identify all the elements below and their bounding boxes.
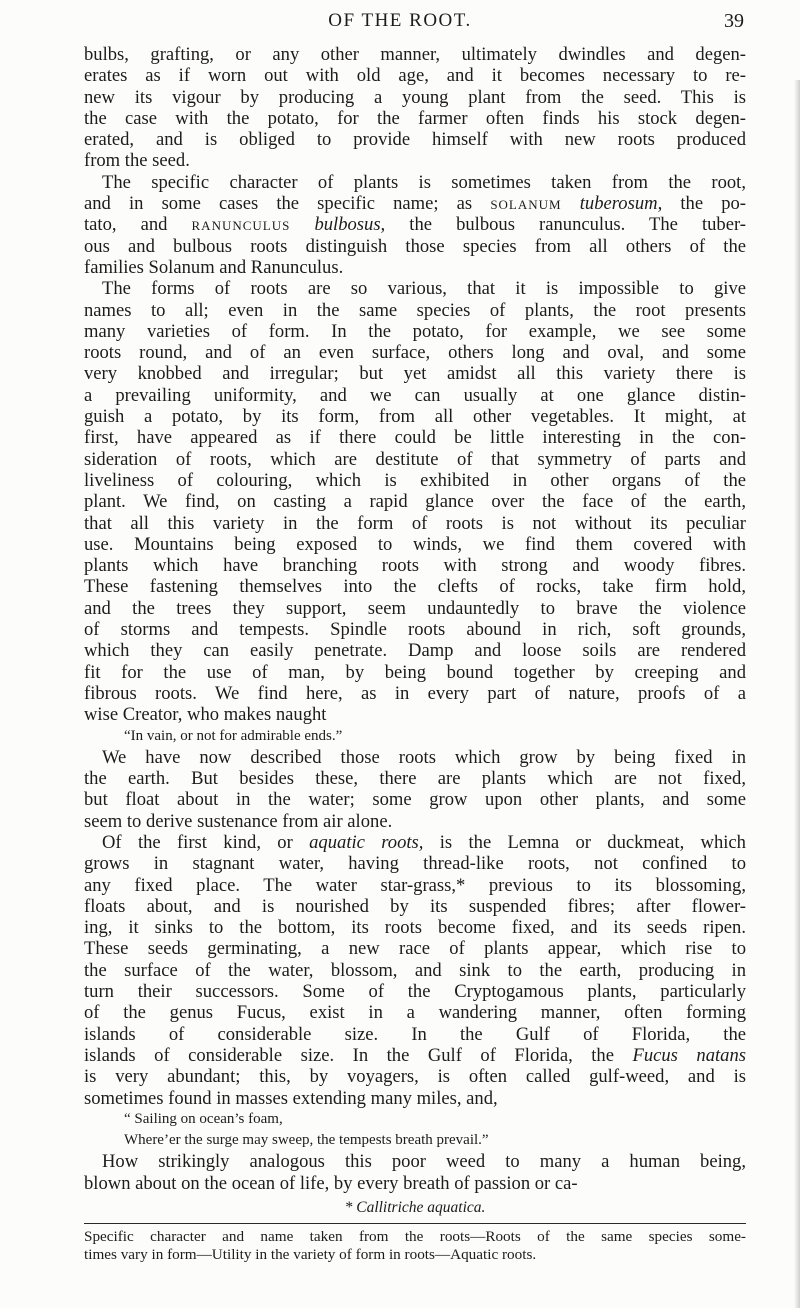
text-line: first, have appeared as if there could be little interesting in the con-: [84, 427, 746, 449]
text-line: roots round, and of an even surface, others long and oval, and some: [84, 342, 746, 364]
text-line: the case with the potato, for the farmer often finds his stock degen-: [84, 107, 746, 129]
text-line: liveliness of colouring, which is exhibited in other organs of the: [84, 469, 746, 491]
small-caps-term: SOLANUM: [490, 197, 562, 213]
text-line: ing, it sinks to the bottom, its roots become fixed, and its seeds ripen.: [84, 917, 746, 939]
text-line: wise Creator, who makes naught: [84, 704, 327, 726]
text-line: turn their successors. Some of the Cryptogamous plants, particularly: [84, 981, 746, 1003]
quoted-verse: “In vain, or not for admirable ends.”: [124, 727, 343, 744]
text-line: grows in stagnant water, having thread-like roots, not confined to: [84, 853, 746, 875]
text-line: tato, and RANUNCULUS bulbosus, the bulbous ranunculus. The tuber-: [84, 214, 746, 236]
text-line: very knobbed and irregular; but yet amidst all this variety there is: [84, 363, 746, 385]
text-line: islands of considerable size. In the Gulf of Florida, the Fucus natans: [84, 1044, 746, 1066]
running-head-title: OF THE ROOT.: [328, 10, 472, 31]
quoted-verse: “ Sailing on ocean’s foam,: [124, 1110, 283, 1127]
italic-term: aquatic roots,: [309, 831, 424, 853]
page-edge-shadow: [794, 80, 800, 1308]
text-line: and in some cases the specific name; as SOLANUM tuberosum, the po-: [84, 193, 746, 215]
running-head: [0, 8, 800, 38]
summary-line: Specific character and name taken from the roots—Roots of the same species some-: [84, 1228, 746, 1246]
text-line: but float about in the water; some grow upon other plants, and some: [84, 789, 746, 811]
page-number: 39: [724, 10, 744, 32]
footnote: * Callitriche aquatica.: [344, 1199, 486, 1217]
text-line: and the trees they support, seem undauntedly to brave the violence: [84, 597, 746, 619]
text-line: We have now described those roots which grow by being fixed in: [102, 746, 746, 768]
text-line: from the seed.: [84, 150, 190, 172]
text-line: islands of considerable size. In the Gulf of Florida, the: [84, 1023, 746, 1045]
text-line: that all this variety in the form of roots is not without its peculiar: [84, 512, 746, 534]
italic-term: bulbosus,: [314, 214, 386, 236]
text-line: plants which have branching roots with strong and woody fibres.: [84, 555, 746, 577]
text-line: sometimes found in masses extending many miles, and,: [84, 1087, 498, 1109]
text-line: guish a potato, by its form, from all other vegetables. It might, at: [84, 406, 746, 428]
text-line: plant. We find, on casting a rapid glance over the face of the earth,: [84, 491, 746, 513]
italic-term: Fucus natans: [632, 1044, 746, 1066]
text-line: families Solanum and Ranunculus.: [84, 256, 344, 278]
small-caps-term: RANUNCULUS: [191, 218, 291, 234]
text-line: which they can easily penetrate. Damp and loose soils are rendered: [84, 640, 746, 662]
text-line: floats about, and is nourished by its suspended fibres; after flower-: [84, 895, 746, 917]
text-line: These seeds germinating, a new race of plants appear, which rise to: [84, 938, 746, 960]
text-line: erates as if worn out with old age, and it becomes necessary to re-: [84, 65, 746, 87]
quoted-verse: Where’er the surge may sweep, the tempests breath prevail.”: [124, 1132, 489, 1149]
text-line: the earth. But besides these, there are plants which are not fixed,: [84, 768, 746, 790]
text-line: sideration of roots, which are destitute of that symmetry of parts and: [84, 448, 746, 470]
text-line: the surface of the water, blossom, and sink to the earth, producing in: [84, 959, 746, 981]
text-line: The specific character of plants is sometimes taken from the root,: [102, 171, 746, 193]
text-line: fit for the use of man, by being bound together by creeping and: [84, 661, 746, 683]
body-text: [84, 44, 746, 1264]
text-line: use. Mountains being exposed to winds, we find them covered with: [84, 533, 746, 555]
text-line: bulbs, grafting, or any other manner, ultimately dwindles and degen-: [84, 44, 746, 65]
text-line: erated, and is obliged to provide himself with new roots produced: [84, 129, 746, 151]
text-line: of the genus Fucus, exist in a wandering manner, often forming: [84, 1002, 746, 1024]
text-line: These fastening themselves into the clefts of rocks, take firm hold,: [84, 576, 746, 598]
text-line: ous and bulbous roots distinguish those species from all others of the: [84, 235, 746, 257]
italic-term: tuberosum,: [579, 193, 663, 215]
summary-line: times vary in form—Utility in the variety of form in roots—Aquatic roots.: [84, 1246, 537, 1264]
text-line: names to all; even in the same species of plants, the root presents: [84, 299, 746, 321]
text-line: blown about on the ocean of life, by every breath of passion or ca-: [84, 1172, 578, 1194]
text-line: How strikingly analogous this poor weed to many a human being,: [102, 1151, 746, 1173]
text-line: of storms and tempests. Spindle roots abound in rich, soft grounds,: [84, 619, 746, 641]
text-line: is very abundant; this, by voyagers, is often called gulf-weed, and is: [84, 1066, 746, 1088]
text-line: any fixed place. The water star-grass,* previous to its blossoming,: [84, 874, 746, 896]
text-line: fibrous roots. We find here, as in every part of nature, proofs of a: [84, 682, 746, 704]
text-line: many varieties of form. In the potato, for example, we see some: [84, 320, 746, 342]
text-line: seem to derive sustenance from air alone.: [84, 810, 393, 832]
text-line: The forms of roots are so various, that it is impossible to give: [102, 278, 746, 300]
text-line: Of the first kind, or aquatic roots, is the Lemna or duckmeat, which: [102, 831, 746, 853]
text-line: a prevailing uniformity, and we can usually at one glance distin-: [84, 384, 746, 406]
divider: [84, 1223, 746, 1224]
text-line: new its vigour by producing a young plant from the seed. This is: [84, 86, 746, 108]
